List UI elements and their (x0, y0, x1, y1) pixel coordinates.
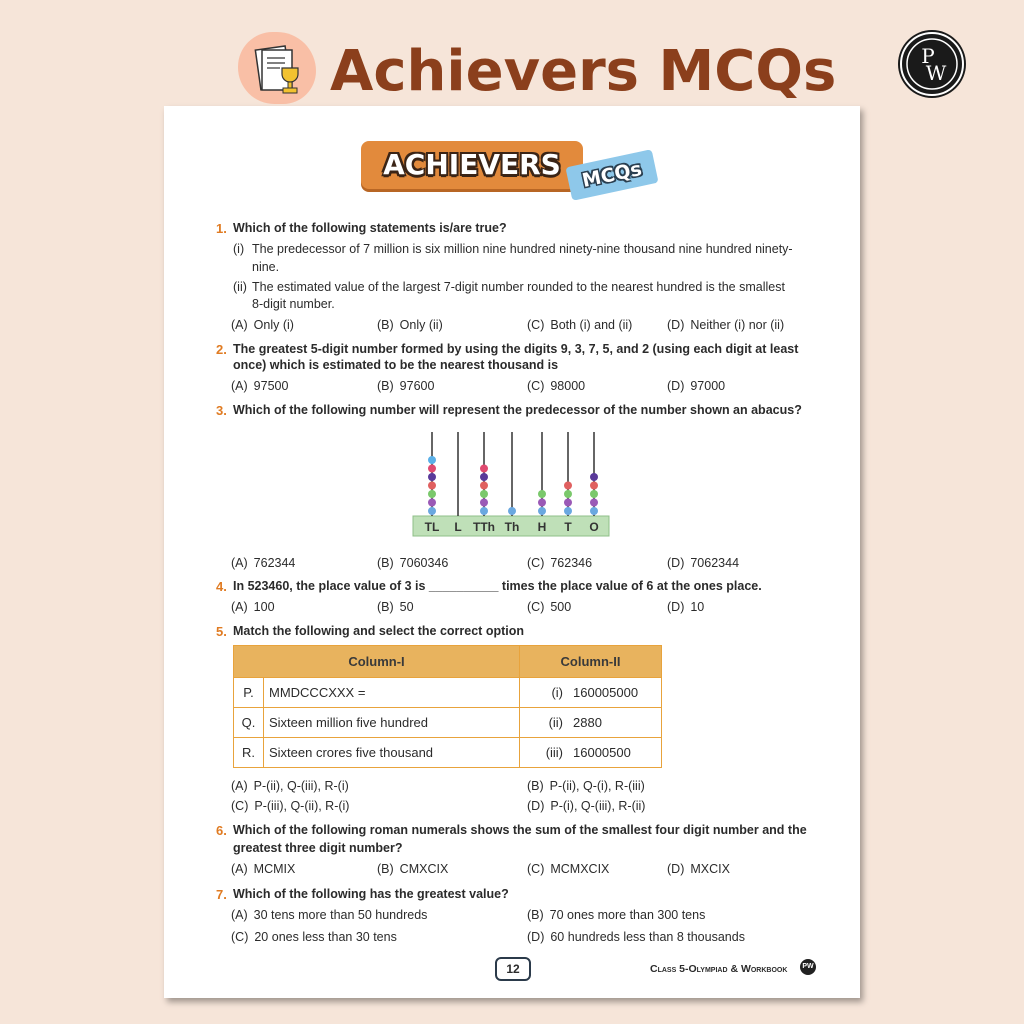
abacus-bead (590, 507, 598, 515)
trophy-document-icon (252, 44, 308, 100)
option[interactable]: (C) 98000 (527, 379, 586, 393)
page-title: Achievers MCQs (330, 39, 837, 104)
question-text: once) which is estimated to be the nearest thousand is (233, 358, 559, 372)
abacus-bead (590, 482, 598, 490)
statement-text: nine. (252, 260, 280, 274)
option[interactable]: (B) P-(ii), Q-(i), R-(iii) (527, 779, 645, 793)
table-header: Column-II (520, 646, 662, 678)
row-label: (ii) (520, 708, 569, 738)
abacus-bead (538, 499, 546, 507)
statement-label: (i) (233, 242, 245, 256)
question-text: The greatest 5-digit number formed by using the digits 9, 3, 7, 5, and 2 (using each digit at least (233, 342, 799, 356)
table-cell: 160005000 (568, 678, 661, 708)
abacus-bead (428, 499, 436, 507)
pw-footer-logo: PW (800, 959, 816, 975)
row-label: Q. (234, 708, 264, 738)
abacus-bead (428, 473, 436, 481)
question-number: 6. (216, 823, 227, 838)
option[interactable]: (B) 50 (377, 600, 414, 614)
abacus-diagram (410, 428, 612, 540)
page-number: 12 (495, 957, 531, 981)
abacus-rod-label: TL (424, 520, 440, 534)
abacus-rod-label: H (537, 520, 547, 534)
abacus-bead (428, 507, 436, 515)
option[interactable]: (D) 97000 (667, 379, 726, 393)
option[interactable]: (C) Both (i) and (ii) (527, 318, 633, 332)
pw-logo (900, 32, 964, 96)
option[interactable]: (A) 97500 (231, 379, 289, 393)
mcqs-tag-text: MCQs (580, 157, 644, 193)
option[interactable]: (C) MCMXCIX (527, 862, 610, 876)
question-number: 4. (216, 579, 227, 594)
table-row (234, 708, 662, 738)
option[interactable]: (C) 20 ones less than 30 tens (231, 930, 397, 944)
abacus-bead (538, 507, 546, 515)
option[interactable]: (D) P-(i), Q-(iii), R-(ii) (527, 799, 646, 813)
abacus-bead (428, 465, 436, 473)
abacus-bead (428, 482, 436, 490)
abacus-bead (508, 507, 516, 515)
abacus-bead (564, 482, 572, 490)
abacus-bead (428, 456, 436, 464)
question-number: 5. (216, 624, 227, 639)
abacus-bead (590, 473, 598, 481)
question-text: Which of the following number will represent the predecessor of the number shown an abacus? (233, 403, 802, 417)
abacus-bead (480, 499, 488, 507)
table-cell: 2880 (568, 708, 661, 738)
option[interactable]: (B) 97600 (377, 379, 435, 393)
option[interactable]: (A) MCMIX (231, 862, 296, 876)
table-cell: Sixteen million five hundred (264, 708, 520, 738)
row-label: (i) (520, 678, 569, 708)
option[interactable]: (A) 100 (231, 600, 275, 614)
abacus-bead (590, 490, 598, 498)
option[interactable]: (D) 60 hundreds less than 8 thousands (527, 930, 745, 944)
option[interactable]: (B) CMXCIX (377, 862, 449, 876)
book-title: Class 5-Olympiad & Workbook (650, 963, 788, 975)
option[interactable]: (B) 70 ones more than 300 tens (527, 908, 706, 922)
svg-text:P: P (921, 44, 935, 68)
row-label: (iii) (520, 738, 569, 768)
abacus-bead (564, 490, 572, 498)
option[interactable]: (A) P-(ii), Q-(iii), R-(i) (231, 779, 349, 793)
table-header: Column-I (234, 646, 520, 678)
achievers-banner (361, 141, 583, 189)
statement-label: (ii) (233, 280, 247, 294)
abacus-rod-label: T (564, 520, 572, 534)
abacus-bead (480, 507, 488, 515)
question-number: 7. (216, 887, 227, 902)
table-row (234, 738, 662, 768)
question-text: In 523460, the place value of 3 is __________ times the place value of 6 at the ones place. (233, 579, 762, 593)
abacus-rod-label: L (454, 520, 462, 534)
question-text: Which of the following has the greatest value? (233, 887, 509, 901)
row-label: R. (234, 738, 264, 768)
banner-text: ACHIEVERS (383, 148, 561, 181)
row-label: P. (234, 678, 264, 708)
question-text: greatest three digit number? (233, 841, 403, 855)
option[interactable]: (C) 762346 (527, 556, 593, 570)
statement-text: The estimated value of the largest 7-digit number rounded to the nearest hundred is the smallest (252, 280, 785, 294)
abacus-bead (480, 490, 488, 498)
abacus-rod-label: TTh (473, 520, 495, 534)
abacus-bead (590, 499, 598, 507)
option[interactable]: (B) Only (ii) (377, 318, 443, 332)
table-cell: 16000500 (568, 738, 661, 768)
statement-text: 8-digit number. (252, 297, 335, 311)
abacus-bead (480, 482, 488, 490)
option[interactable]: (C) 500 (527, 600, 572, 614)
question-text: Which of the following statements is/are true? (233, 221, 507, 235)
svg-text:W: W (925, 61, 947, 85)
abacus-bead (428, 490, 436, 498)
table-row (234, 678, 662, 708)
option[interactable]: (A) 30 tens more than 50 hundreds (231, 908, 428, 922)
option[interactable]: (D) 7062344 (667, 556, 740, 570)
option[interactable]: (C) P-(iii), Q-(ii), R-(i) (231, 799, 350, 813)
statement-text: The predecessor of 7 million is six million nine hundred ninety-nine thousand nine hundred ninety- (252, 242, 793, 256)
option[interactable]: (A) 762344 (231, 556, 296, 570)
question-number: 3. (216, 403, 227, 418)
table-cell: MMDCCCXXX = (264, 678, 520, 708)
match-table (233, 645, 662, 768)
option[interactable]: (A) Only (i) (231, 318, 294, 332)
question-number: 1. (216, 221, 227, 236)
abacus-rod-label: O (589, 520, 599, 534)
abacus-bead (480, 465, 488, 473)
abacus-rod-label: Th (504, 520, 520, 534)
option[interactable]: (D) MXCIX (667, 862, 730, 876)
abacus-bead (538, 490, 546, 498)
abacus-bead (564, 499, 572, 507)
abacus-bead (564, 507, 572, 515)
question-text: Which of the following roman numerals shows the sum of the smallest four digit number and the (233, 823, 807, 837)
option[interactable]: (D) 10 (667, 600, 705, 614)
question-text: Match the following and select the correct option (233, 624, 524, 638)
option[interactable]: (B) 7060346 (377, 556, 449, 570)
question-number: 2. (216, 342, 227, 357)
option[interactable]: (D) Neither (i) nor (ii) (667, 318, 785, 332)
table-cell: Sixteen crores five thousand (264, 738, 520, 768)
abacus-bead (480, 473, 488, 481)
